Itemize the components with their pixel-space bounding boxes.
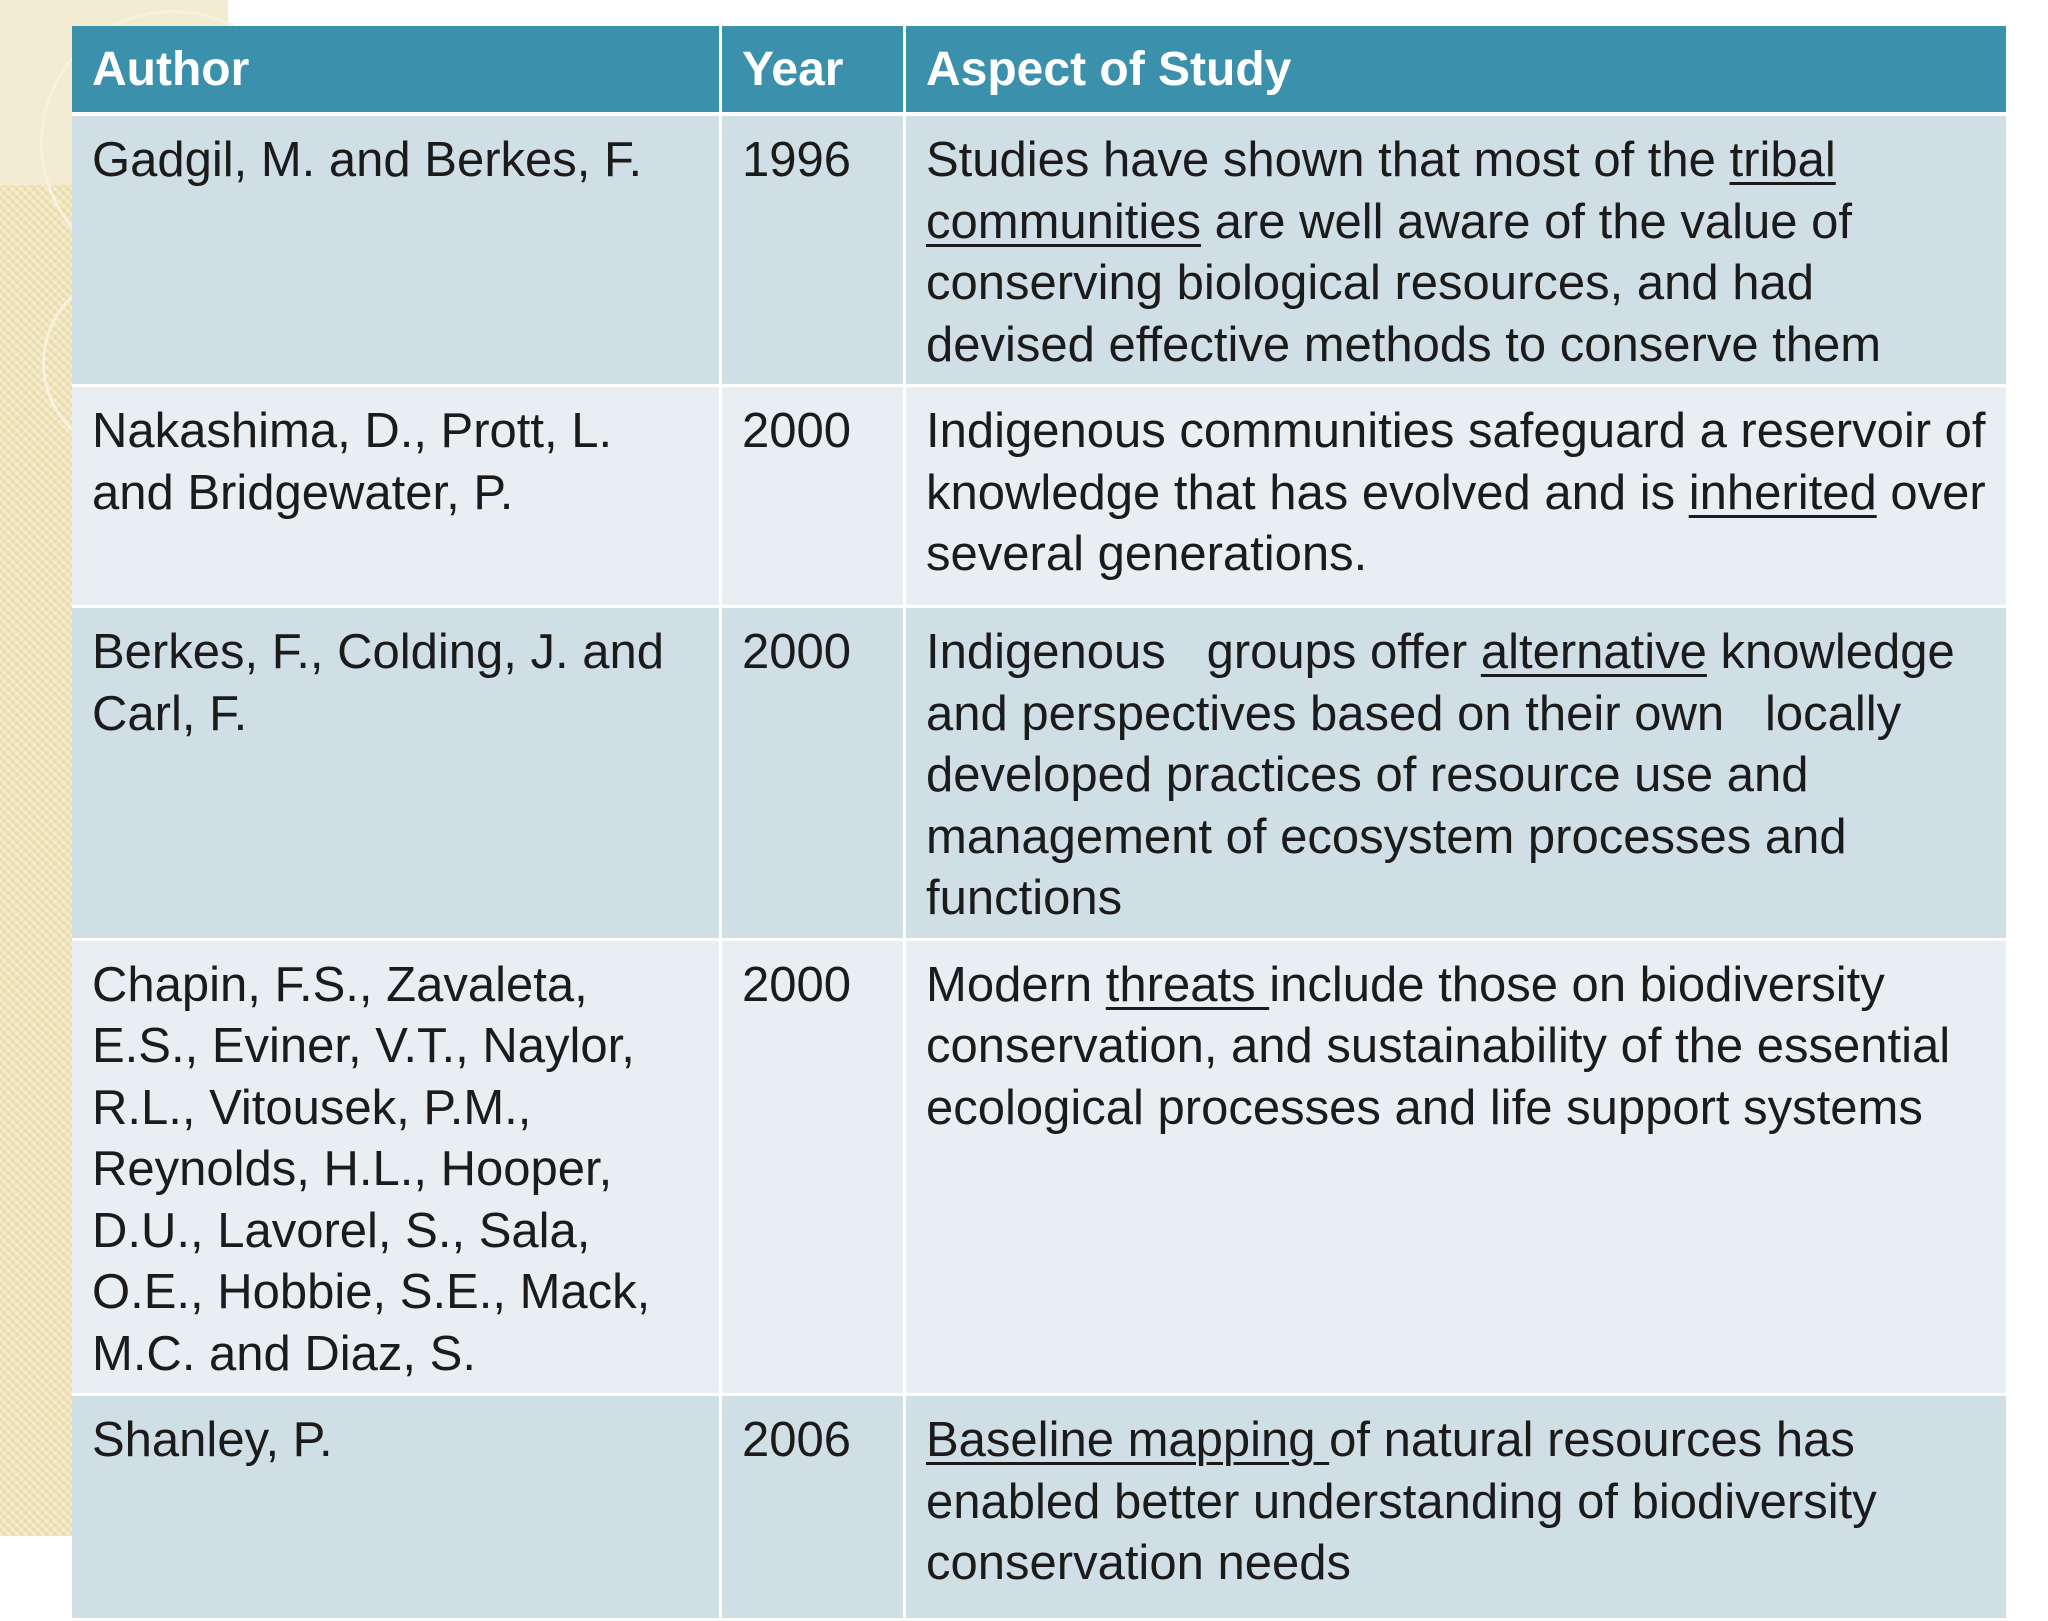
- aspect-underlined-term: tribal communities: [926, 133, 1836, 249]
- author-cell: Chapin, F.S., Zavaleta, E.S., Eviner, V.T., Naylor, R.L., Vitousek, P.M., Reynolds, H.L., Hooper, D.U., Lavorel, S., Sala, O.E., Hobbie, S.E., Mack, M.C. and Diaz, S.: [72, 941, 722, 1397]
- aspect-text: are well aware of the value of conserving biological resources, and had devised effective methods to conserve them: [926, 194, 1882, 372]
- aspect-cell: [906, 608, 2006, 941]
- table-row: [72, 387, 2006, 608]
- aspect-underlined-term: threats: [1105, 957, 1270, 1012]
- decorative-margin-strip: [0, 0, 72, 1536]
- year-cell: 1996: [722, 116, 906, 387]
- aspect-text: of natural resources has enabled better understanding of biodiversity conservation needs: [926, 1413, 1877, 1590]
- aspect-cell: [906, 1396, 2006, 1621]
- year-cell: 2006: [722, 1396, 906, 1621]
- year-cell: 2000: [722, 387, 906, 608]
- author-cell: Berkes, F., Colding, J. and Carl, F.: [72, 608, 722, 941]
- aspect-text: include those on biodiversity conservation, and sustainability of the essential ecological processes and life support systems: [926, 957, 1951, 1135]
- aspect-text: over several generations.: [926, 465, 1986, 581]
- year-cell: 2000: [722, 608, 906, 941]
- aspect-text: Indigenous communities safeguard a reservoir of knowledge that has evolved and is: [926, 404, 1986, 520]
- header-year: Year: [722, 26, 906, 116]
- header-author: Author: [72, 26, 722, 116]
- table-row: [72, 116, 2006, 387]
- year-cell: 2000: [722, 941, 906, 1397]
- aspect-underlined-term: alternative: [1480, 625, 1707, 679]
- aspect-text: Modern: [926, 957, 1106, 1012]
- author-cell: Shanley, P.: [72, 1396, 722, 1621]
- table-header-row: [72, 26, 2006, 116]
- aspect-cell: [906, 387, 2006, 608]
- table-row: [72, 1396, 2006, 1621]
- aspect-text: knowledge and perspectives based on their own locally developed practices of resource use and management of ecosystem processes and functions: [926, 625, 1969, 925]
- literature-review-table: [72, 26, 2006, 1621]
- aspect-underlined-term: inherited: [1688, 465, 1877, 520]
- aspect-text: Studies have shown that most of the: [926, 133, 1730, 187]
- header-aspect-of-study: Aspect of Study: [906, 26, 2006, 116]
- table-row: [72, 608, 2006, 941]
- table-row: [72, 941, 2006, 1397]
- aspect-underlined-term: Baseline mapping: [926, 1413, 1330, 1467]
- aspect-cell: [906, 116, 2006, 387]
- aspect-cell: [906, 941, 2006, 1397]
- aspect-text: Indigenous groups offer: [926, 625, 1481, 679]
- author-cell: Nakashima, D., Prott, L. and Bridgewater, P.: [72, 387, 722, 608]
- author-cell: Gadgil, M. and Berkes, F.: [72, 116, 722, 387]
